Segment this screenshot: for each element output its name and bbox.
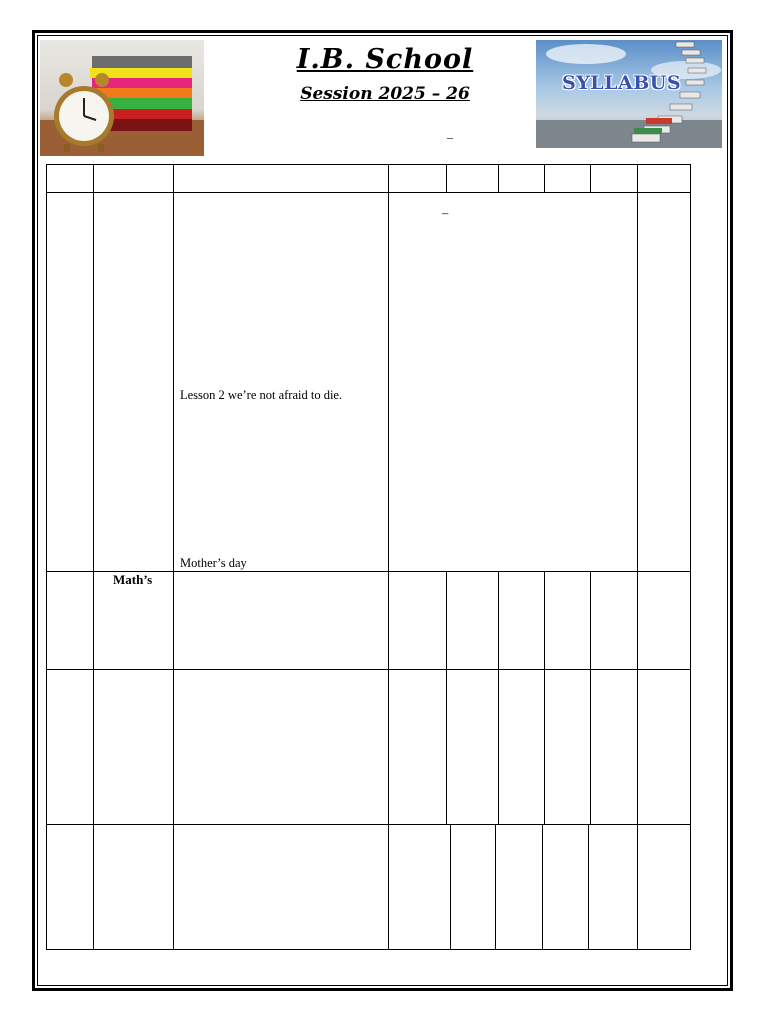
row2-subject: Math’s [113, 572, 153, 587]
row1-mothers-day: Mother’s day [180, 556, 247, 570]
header-dash: – [447, 130, 453, 144]
table-line [588, 824, 589, 950]
table-line [446, 164, 447, 193]
table-line [46, 192, 691, 193]
syllabus-label: SYLLABUS [562, 72, 682, 94]
table-line [590, 571, 591, 825]
session-title: Session 2025 – 26 [300, 84, 470, 104]
table-line [544, 571, 545, 825]
table-line [93, 164, 94, 950]
school-name: I.B. School [296, 44, 474, 75]
table-line [498, 571, 499, 825]
table-line [495, 824, 496, 950]
page-border-inner [37, 35, 728, 986]
row1-note: – [442, 206, 449, 220]
table-line [450, 824, 451, 950]
syllabus-image [536, 40, 722, 148]
row1-lesson: Lesson 2 we’re not afraid to die. [180, 388, 343, 402]
clock-books-image [40, 40, 204, 156]
table-line [46, 164, 47, 950]
table-line [446, 571, 447, 825]
table-line [498, 164, 499, 193]
table-line [46, 669, 691, 670]
table-line [690, 164, 691, 950]
table-line [46, 164, 691, 165]
table-line [544, 164, 545, 193]
table-line [388, 164, 389, 950]
table-line [46, 824, 691, 825]
table-line [542, 824, 543, 950]
table-line [637, 164, 638, 950]
table-line [590, 164, 591, 193]
table-line [46, 949, 691, 950]
table-line [173, 164, 174, 950]
